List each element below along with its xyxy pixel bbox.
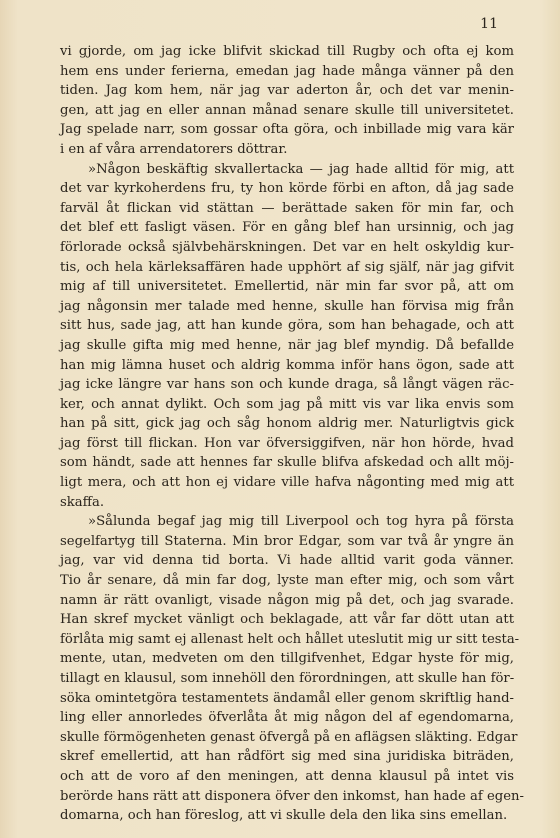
text-line: segelfartyg till Staterna. Min bror Edgar, som var två år yngre än: [60, 533, 514, 549]
text-line: vi gjorde, om jag icke blifvit skickad till Rugby och ofta ej kom: [60, 44, 514, 59]
text-line: jag icke längre var hans son och kunde draga, så långt vägen räc-: [60, 377, 514, 393]
text-line: sitt hus, sade jag, att han kunde göra, som han behagade, och att: [60, 318, 514, 334]
text-line: berörde hans rätt att disponera öfver den inkomst, han hade af egen-: [60, 788, 524, 804]
text-line: skulle förmögenheten genast öfvergå på en aflägsen släkting. Edgar: [60, 729, 518, 745]
text-line: tillagt en klausul, som innehöll den förordningen, att skulle han för-: [60, 671, 515, 686]
text-line: han på sitt, gick jag och såg honom aldrig mer. Naturligtvis gick: [60, 416, 514, 432]
text-line: »Någon beskäftig skvallertacka — jag hade alltid för mig, att: [88, 161, 514, 177]
page-number: 11: [480, 16, 498, 32]
text-line: jag skulle gifta mig med henne, när jag blef myndig. Då befallde: [60, 337, 514, 353]
text-line: farväl åt flickan vid stättan — berättade saken för min far, och: [60, 200, 514, 216]
text-line: ker, och annat dylikt. Och som jag på mitt vis var lika envis som: [60, 396, 514, 412]
text-line: som händt, sade att hennes far skulle blifva afskedad och allt möj-: [60, 455, 514, 471]
text-line: »Sålunda begaf jag mig till Liverpool och tog hyra på första: [88, 514, 514, 530]
text-line: domarna, och han föreslog, att vi skulle dela den lika sins emellan.: [60, 808, 508, 824]
text-line: gen, att jag en eller annan månad senare skulle till universitetet.: [60, 102, 514, 118]
text-line: namn är rätt ovanligt, visade någon mig på det, och jag svarade.: [60, 592, 514, 608]
body-text: [60, 42, 524, 826]
text-line: ligt mera, och att hon ej vidare ville hafva någonting med mig att: [60, 475, 514, 491]
text-line: och att de voro af den meningen, att denna klausul på intet vis: [60, 768, 514, 784]
text-line: tiden. Jag kom hem, när jag var aderton år, och det var menin-: [60, 83, 514, 99]
text-line: i en af våra arrendatorers döttrar.: [60, 141, 288, 157]
text-line: jag, var vid denna tid borta. Vi hade alltid varit goda vänner.: [60, 553, 514, 569]
text-line: det blef ett fasligt väsen. För en gång blef han ursinnig, och jag: [60, 220, 514, 236]
text-line: Han skref mycket vänligt och beklagade, att vår far dött utan att: [60, 612, 514, 628]
text-line: hem ens under ferierna, emedan jag hade många vänner på den: [60, 63, 514, 79]
text-line: skaffa.: [60, 494, 105, 510]
text-line: mig af till universitetet. Emellertid, när min far svor på, att om: [60, 279, 514, 295]
text-line: skref emellertid, att han rådfört sig med sina juridiska biträden,: [60, 749, 514, 765]
text-line: Tio år senare, då min far dog, lyste man efter mig, och som vårt: [60, 573, 514, 589]
text-line: tis, och hela kärleksaffären hade upphört af sig själf, när jag gifvit: [60, 259, 514, 275]
text-line: ling eller annorledes öfverlåta åt mig någon del af egendomarna,: [60, 710, 514, 726]
text-line: förlåta mig samt ej allenast helt och hållet uteslutit mig ur sitt testa-: [60, 631, 520, 647]
text-line: söka omintetgöra testamentets ändamål eller genom skriftlig hand-: [60, 690, 514, 706]
text-line: jag någonsin mer talade med henne, skulle han förvisa mig från: [60, 298, 514, 314]
text-line: jag först till flickan. Hon var öfversiggifven, när hon hörde, hvad: [60, 435, 514, 451]
text-line: det var kyrkoherdens fru, ty hon körde förbi en afton, då jag sade: [60, 181, 514, 197]
text-line: Jag spelade narr, som gossar ofta göra, och inbillade mig vara kär: [60, 122, 514, 138]
text-line: han mig lämna huset och aldrig komma inför hans ögon, sade att: [60, 357, 514, 373]
text-line: förlorade också självbehärskningen. Det var en helt oskyldig kur-: [60, 239, 514, 255]
text-line: mente, utan, medveten om den tillgifvenhet, Edgar hyste för mig,: [60, 651, 514, 667]
